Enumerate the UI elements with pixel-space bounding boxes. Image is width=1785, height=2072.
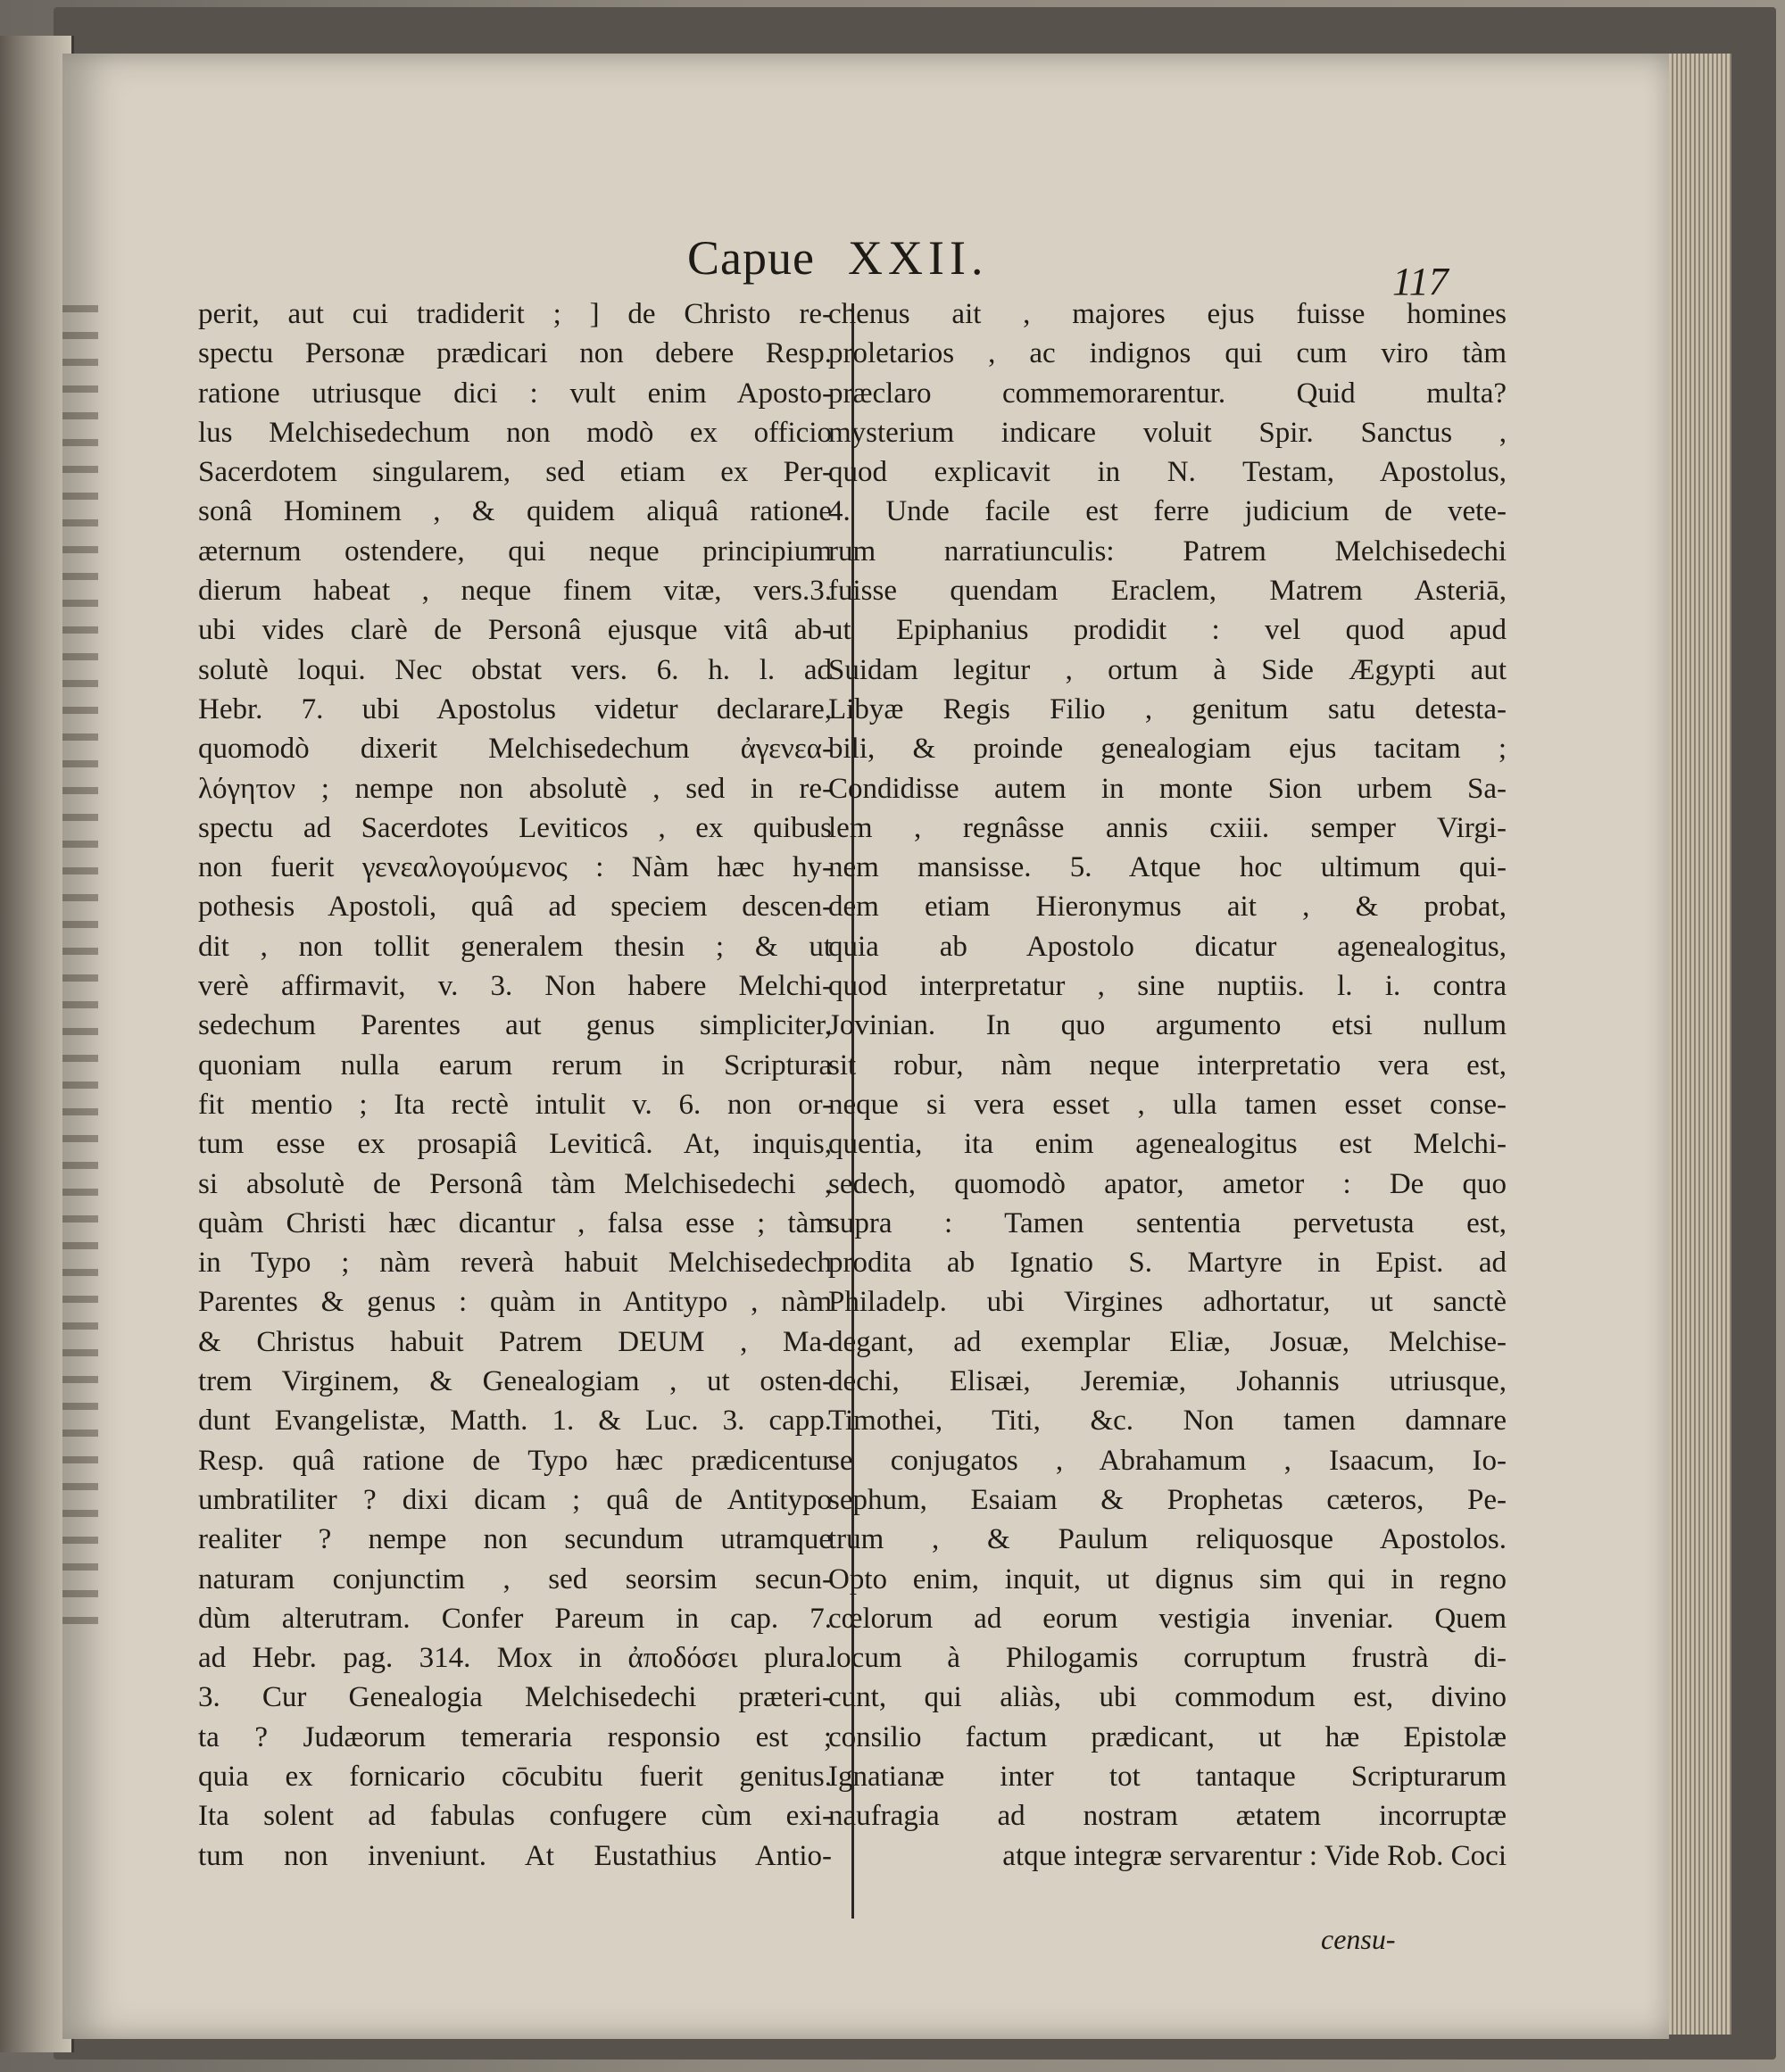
text-line: dit , non tollit generalem thesin ; & ut xyxy=(198,930,832,963)
text-line: Ignatianæ inter tot tantaque Scripturarum xyxy=(828,1760,1507,1793)
text-line: 3. Cur Genealogia Melchisedechi præteri- xyxy=(198,1681,832,1714)
text-line: præclaro commemorarentur. Quid multa? xyxy=(828,377,1507,410)
text-line: æternum ostendere, qui neque principium xyxy=(198,535,832,568)
text-line: Sacerdotem singularem, sed etiam ex Per- xyxy=(198,456,832,489)
text-line: in Typo ; nàm reverà habuit Melchisedech xyxy=(198,1247,832,1280)
text-line: umbratiliter ? dixi dicam ; quâ de Antitypo xyxy=(198,1483,832,1516)
text-line: atque integræ servarentur : Vide Rob. Coci xyxy=(1002,1839,1507,1872)
text-line: realiter ? nempe non secundum utramque xyxy=(198,1523,832,1556)
text-line: Philadelp. ubi Virgines adhortatur, ut sanctè xyxy=(828,1286,1507,1319)
text-line: sephum, Esaiam & Prophetas cæteros, Pe- xyxy=(828,1483,1507,1516)
text-line: naturam conjunctim , sed seorsim secun- xyxy=(198,1562,832,1595)
text-line: bili, & proinde genealogiam ejus tacitam ; xyxy=(828,733,1507,766)
facing-page-gutter-text xyxy=(62,286,98,1624)
text-line: dierum habeat , neque finem vitæ, vers.3. xyxy=(198,575,832,608)
text-line: Opto enim, inquit, ut dignus sim qui in regno xyxy=(828,1562,1507,1595)
text-line: ut Epiphanius prodidit : vel quod apud xyxy=(828,614,1507,647)
text-line: locum à Philogamis corruptum frustrà di- xyxy=(828,1642,1507,1675)
text-line: ta ? Judæorum temeraria responsio est ; xyxy=(198,1720,832,1753)
text-line: & Christus habuit Patrem DEUM , Ma- xyxy=(198,1325,832,1358)
running-head-chapter-number: XXII. xyxy=(848,231,989,285)
text-line: Parentes & genus : quàm in Antitypo , nàm xyxy=(198,1286,832,1319)
text-line: Jovinian. In quo argumento etsi nullum xyxy=(828,1009,1507,1042)
book-page xyxy=(62,54,1669,2039)
text-line: si absolutè de Personâ tàm Melchisedechi , xyxy=(198,1167,832,1200)
right-text-column xyxy=(828,294,1507,1876)
text-line: quoniam nulla earum rerum in Scriptura xyxy=(198,1048,832,1082)
text-line: trem Virginem, & Genealogiam , ut osten- xyxy=(198,1365,832,1398)
text-line: ad Hebr. pag. 314. Mox in ἀποδόσει plura. xyxy=(198,1642,832,1675)
text-line: lem , regnâsse annis cxiii. semper Virgi- xyxy=(828,811,1507,844)
text-line: supra : Tamen sententia pervetusta est, xyxy=(828,1206,1507,1239)
text-line: tum non inveniunt. At Eustathius Antio- xyxy=(198,1839,832,1872)
text-line: neque si vera esset , ulla tamen esset conse- xyxy=(828,1088,1507,1121)
text-line: Libyæ Regis Filio , genitum satu detesta- xyxy=(828,692,1507,725)
page-number: 117 xyxy=(1392,260,1449,303)
text-line: Hebr. 7. ubi Apostolus videtur declarare, xyxy=(198,692,832,725)
text-line: 4. Unde facile est ferre judicium de vete- xyxy=(828,495,1507,528)
text-line: mysterium indicare voluit Spir. Sanctus , xyxy=(828,416,1507,449)
text-line: ratione utriusque dici : vult enim Aposto- xyxy=(198,377,832,410)
text-line: quod explicavit in N. Testam, Apostolus, xyxy=(828,456,1507,489)
text-line: naufragia ad nostram ætatem incorruptæ xyxy=(828,1800,1507,1833)
text-line: spectu ad Sacerdotes Leviticos , ex quibus xyxy=(198,811,832,844)
text-line: quia ab Apostolo dicatur agenealogitus, xyxy=(828,930,1507,963)
text-line: nem mansisse. 5. Atque hoc ultimum qui- xyxy=(828,851,1507,884)
text-line: tum esse ex prosapiâ Leviticâ. At, inquis, xyxy=(198,1128,832,1161)
text-line: Suidam legitur , ortum à Side Ægypti aut xyxy=(828,653,1507,686)
text-line: prodita ab Ignatio S. Martyre in Epist. ad xyxy=(828,1247,1507,1280)
text-line: se conjugatos , Abrahamum , Isaacum, Io- xyxy=(828,1444,1507,1477)
text-line: solutè loqui. Nec obstat vers. 6. h. l. ad xyxy=(198,653,832,686)
text-line: quod interpretatur , sine nuptiis. l. i. contra xyxy=(828,970,1507,1003)
text-line: dunt Evangelistæ, Matth. 1. & Luc. 3. capp. xyxy=(198,1405,832,1438)
text-line: Timothei, Titi, &c. Non tamen damnare xyxy=(828,1405,1507,1438)
text-line: rum narratiunculis: Patrem Melchisedechi xyxy=(828,535,1507,568)
text-line: cœlorum ad eorum vestigia inveniar. Quem xyxy=(828,1602,1507,1635)
catchword: censu- xyxy=(1321,1923,1396,1955)
text-line: verè affirmavit, v. 3. Non habere Melchi- xyxy=(198,970,832,1003)
text-line: spectu Personæ prædicari non debere Resp. xyxy=(198,337,832,370)
text-line: Resp. quâ ratione de Typo hæc prædicentur xyxy=(198,1444,832,1477)
text-line: Ita solent ad fabulas confugere cùm exi- xyxy=(198,1800,832,1833)
text-line: fuisse quendam Eraclem, Matrem Asteriā, xyxy=(828,575,1507,608)
text-line: sedech, quomodò apator, ametor : De quo xyxy=(828,1167,1507,1200)
text-line: dechi, Elisæi, Jeremiæ, Johannis utriusque, xyxy=(828,1365,1507,1398)
text-line: sonâ Hominem , & quidem aliquâ ratione xyxy=(198,495,832,528)
text-line: quomodò dixerit Melchisedechum ἀγενεα- xyxy=(198,733,832,766)
text-line: dem etiam Hieronymus ait , & probat, xyxy=(828,891,1507,924)
text-line: quia ex fornicario cōcubitu fuerit genitus. xyxy=(198,1760,832,1793)
text-line: trum , & Paulum reliquosque Apostolos. xyxy=(828,1523,1507,1556)
text-line: ubi vides clarè de Personâ ejusque vitâ ab- xyxy=(198,614,832,647)
text-line: degant, ad exemplar Eliæ, Josuæ, Melchise- xyxy=(828,1325,1507,1358)
text-line: lus Melchisedechum non modò ex officio xyxy=(198,416,832,449)
text-line: perit, aut cui tradiderit ; ] de Christo re- xyxy=(198,298,832,330)
running-head-word: Capue xyxy=(687,231,815,285)
text-line: Condidisse autem in monte Sion urbem Sa- xyxy=(828,772,1507,805)
text-line: quentia, ita enim agenealogitus est Melchi- xyxy=(828,1128,1507,1161)
text-line: sit robur, nàm neque interpretatio vera est, xyxy=(828,1048,1507,1082)
running-head xyxy=(62,230,1669,303)
text-line: sedechum Parentes aut genus simpliciter, xyxy=(198,1009,832,1042)
text-line: dùm alterutram. Confer Pareum in cap. 7. xyxy=(198,1602,832,1635)
text-line: cunt, qui aliàs, ubi commodum est, divino xyxy=(828,1681,1507,1714)
text-line: proletarios , ac indignos qui cum viro tàm xyxy=(828,337,1507,370)
text-line: quàm Christi hæc dicantur , falsa esse ; tàm xyxy=(198,1206,832,1239)
text-line: non fuerit γενεαλογούμενος : Nàm hæc hy- xyxy=(198,851,832,884)
text-line: λόγητον ; nempe non absolutè , sed in re- xyxy=(198,772,832,805)
text-line: pothesis Apostoli, quâ ad speciem descen- xyxy=(198,891,832,924)
text-line: chenus ait , majores ejus fuisse homines xyxy=(828,298,1507,330)
text-line: consilio factum prædicant, ut hæ Epistolæ xyxy=(828,1720,1507,1753)
left-text-column xyxy=(198,294,832,1876)
text-line: fit mentio ; Ita rectè intulit v. 6. non or- xyxy=(198,1088,832,1121)
